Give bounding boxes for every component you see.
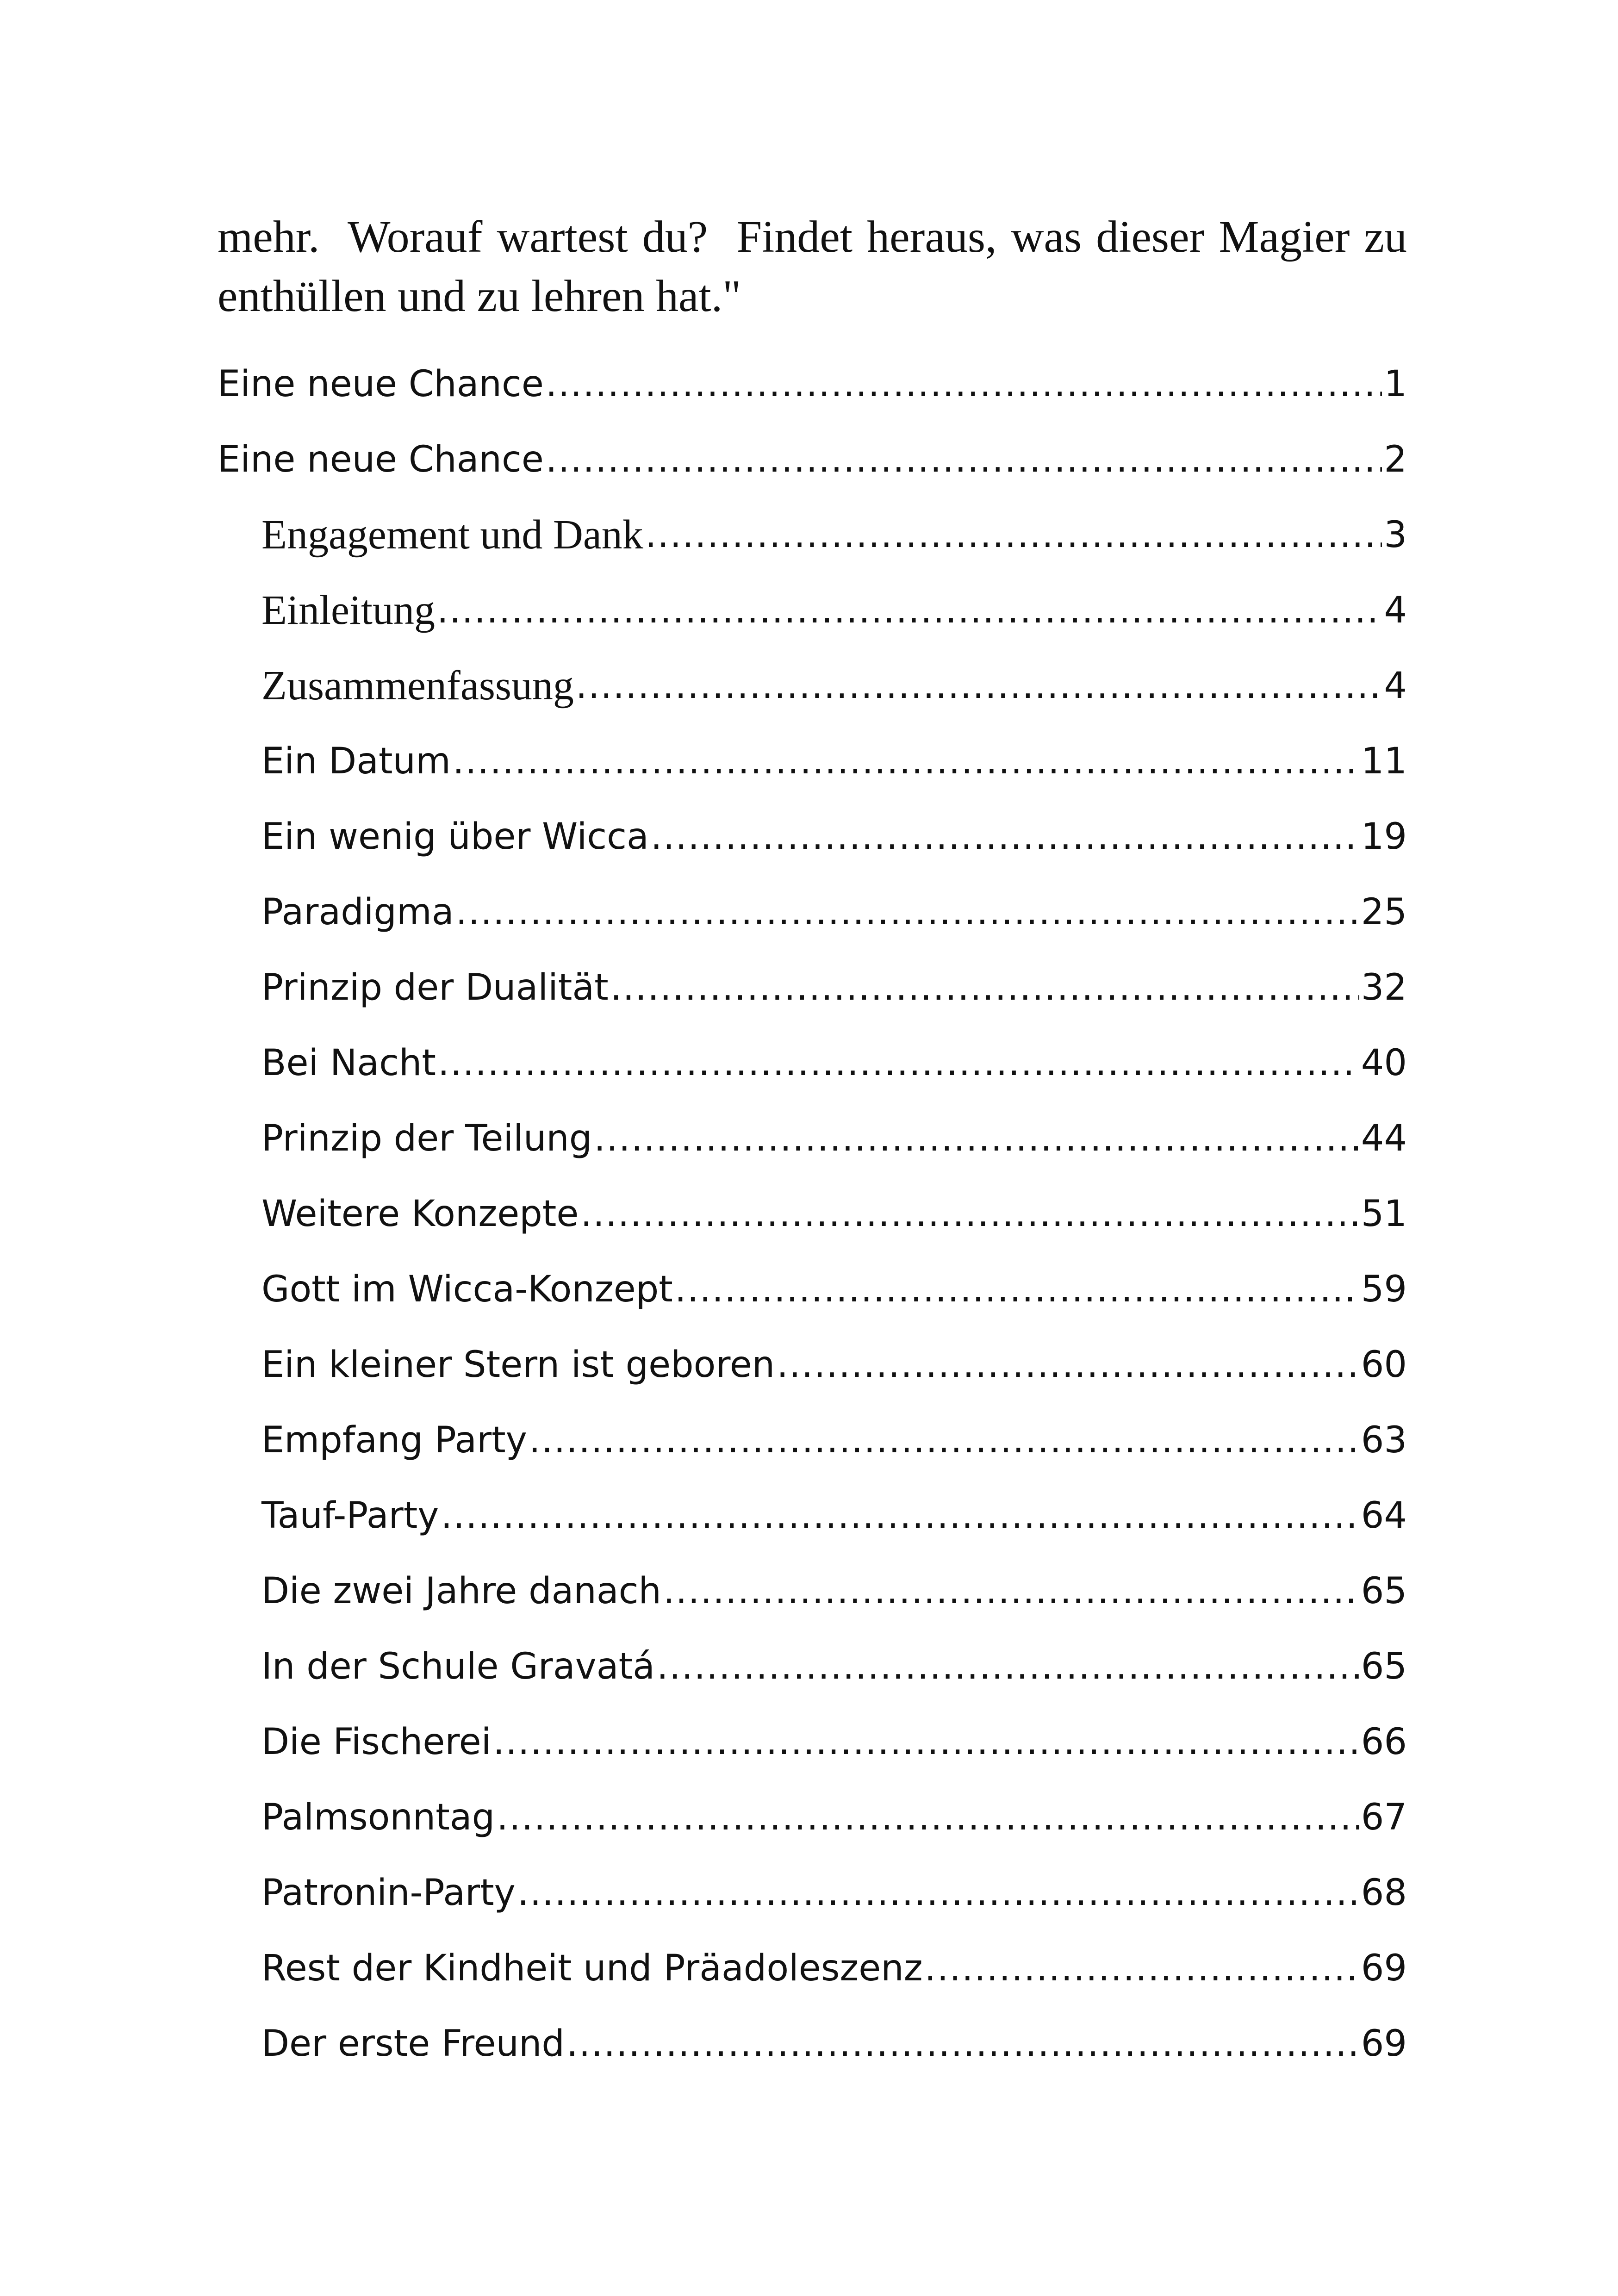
toc-dot-leader xyxy=(777,1342,1359,1388)
toc-dot-leader xyxy=(663,1568,1359,1614)
toc-entry-title: Eine neue Chance xyxy=(218,363,544,405)
toc-entry-title: Eine neue Chance xyxy=(218,439,544,480)
toc-entry-title: Prinzip der Dualität xyxy=(261,967,609,1008)
toc-dot-leader xyxy=(675,1266,1359,1313)
toc-entry-title: Einleitung xyxy=(261,587,435,633)
toc-entry[interactable] xyxy=(218,1115,1407,1191)
toc-entry[interactable] xyxy=(218,1794,1407,1870)
toc-entry-page: 40 xyxy=(1361,1042,1407,1084)
toc-entry-page: 44 xyxy=(1361,1118,1407,1159)
toc-entry-title: Weitere Konzepte xyxy=(261,1193,579,1235)
toc-dot-leader xyxy=(610,964,1359,1011)
toc-dot-leader xyxy=(651,814,1359,860)
toc-entry-page: 4 xyxy=(1384,590,1407,631)
toc-entry[interactable] xyxy=(218,1493,1407,1568)
toc-dot-leader xyxy=(529,1417,1359,1463)
toc-dot-leader xyxy=(546,361,1382,407)
toc-entry[interactable] xyxy=(218,1040,1407,1115)
toc-entry[interactable] xyxy=(218,1568,1407,1643)
toc-dot-leader xyxy=(645,512,1382,558)
toc-entry-title: In der Schule Gravatá xyxy=(261,1646,655,1687)
toc-entry[interactable] xyxy=(218,587,1407,663)
toc-dot-leader xyxy=(517,1870,1359,1916)
toc-entry-page: 64 xyxy=(1361,1495,1407,1537)
toc-entry-page: 68 xyxy=(1361,1872,1407,1914)
toc-entry-title: Der erste Freund xyxy=(261,2023,565,2065)
toc-dot-leader xyxy=(546,436,1382,483)
toc-entry-page: 2 xyxy=(1384,439,1407,480)
toc-entry-title: Tauf-Party xyxy=(261,1495,439,1537)
toc-entry[interactable] xyxy=(218,1945,1407,2021)
toc-entry-title: Ein kleiner Stern ist geboren xyxy=(261,1344,775,1386)
toc-entry[interactable] xyxy=(218,2021,1407,2096)
toc-dot-leader xyxy=(438,1040,1359,1086)
toc-entry-page: 32 xyxy=(1361,967,1407,1008)
toc-entry[interactable] xyxy=(218,512,1407,587)
toc-entry-title: Prinzip der Teilung xyxy=(261,1118,592,1159)
toc-entry-title: Patronin-Party xyxy=(261,1872,516,1914)
toc-dot-leader xyxy=(453,738,1359,784)
toc-entry-page: 65 xyxy=(1361,1570,1407,1612)
toc-entry-title: Engagement und Dank xyxy=(261,512,643,558)
toc-entry-page: 66 xyxy=(1361,1721,1407,1763)
toc-entry[interactable] xyxy=(218,814,1407,889)
toc-entry-title: Gott im Wicca-Konzept xyxy=(261,1269,673,1310)
toc-dot-leader xyxy=(580,1191,1359,1237)
toc-dot-leader xyxy=(441,1493,1359,1539)
toc-entry[interactable] xyxy=(218,889,1407,964)
toc-dot-leader xyxy=(925,1945,1359,1991)
intro-line-1: mehr. Worauf wartest du? Findet heraus, was dieser Magier zu xyxy=(218,212,1407,262)
toc-entry-page: 69 xyxy=(1361,2023,1407,2065)
toc-entry[interactable] xyxy=(218,1643,1407,1719)
toc-entry[interactable] xyxy=(218,1417,1407,1493)
toc-entry[interactable] xyxy=(218,1342,1407,1417)
toc-entry[interactable] xyxy=(218,361,1407,436)
toc-dot-leader xyxy=(437,587,1382,634)
toc-entry[interactable] xyxy=(218,1191,1407,1266)
toc-entry-title: Paradigma xyxy=(261,891,454,933)
toc-entry-title: Zusammenfassung xyxy=(261,663,574,709)
toc-entry[interactable] xyxy=(218,738,1407,814)
toc-entry-page: 3 xyxy=(1384,514,1407,556)
toc-entry[interactable] xyxy=(218,964,1407,1040)
toc-entry-page: 63 xyxy=(1361,1419,1407,1461)
toc-entry-page: 60 xyxy=(1361,1344,1407,1386)
toc-entry[interactable] xyxy=(218,436,1407,512)
toc-entry[interactable] xyxy=(218,663,1407,738)
toc-dot-leader xyxy=(456,889,1359,935)
table-of-contents xyxy=(218,361,1407,2096)
toc-entry-title: Die Fischerei xyxy=(261,1721,492,1763)
toc-dot-leader xyxy=(576,663,1382,709)
toc-dot-leader xyxy=(657,1643,1359,1690)
toc-dot-leader xyxy=(594,1115,1359,1162)
toc-dot-leader xyxy=(493,1719,1359,1765)
toc-entry-title: Empfang Party xyxy=(261,1419,527,1461)
toc-entry[interactable] xyxy=(218,1870,1407,1945)
toc-entry-title: Die zwei Jahre danach xyxy=(261,1570,661,1612)
toc-entry-title: Palmsonntag xyxy=(261,1797,495,1838)
toc-entry-page: 4 xyxy=(1384,665,1407,707)
toc-entry-page: 51 xyxy=(1361,1193,1407,1235)
toc-dot-leader xyxy=(497,1794,1359,1841)
toc-dot-leader xyxy=(566,2021,1359,2067)
toc-entry[interactable] xyxy=(218,1266,1407,1342)
toc-entry-page: 1 xyxy=(1384,363,1407,405)
toc-entry-title: Rest der Kindheit und Präadoleszenz xyxy=(261,1948,923,1989)
toc-entry-page: 11 xyxy=(1361,740,1407,782)
toc-entry-title: Ein Datum xyxy=(261,740,451,782)
toc-entry-title: Bei Nacht xyxy=(261,1042,436,1084)
toc-entry-page: 69 xyxy=(1361,1948,1407,1989)
toc-entry-page: 67 xyxy=(1361,1797,1407,1838)
intro-paragraph xyxy=(218,207,1407,326)
toc-entry-page: 25 xyxy=(1361,891,1407,933)
toc-entry-page: 65 xyxy=(1361,1646,1407,1687)
toc-entry-page: 59 xyxy=(1361,1269,1407,1310)
toc-entry-page: 19 xyxy=(1361,816,1407,858)
toc-entry-title: Ein wenig über Wicca xyxy=(261,816,649,858)
toc-entry[interactable] xyxy=(218,1719,1407,1794)
intro-line-2: enthüllen und zu lehren hat." xyxy=(218,271,741,321)
